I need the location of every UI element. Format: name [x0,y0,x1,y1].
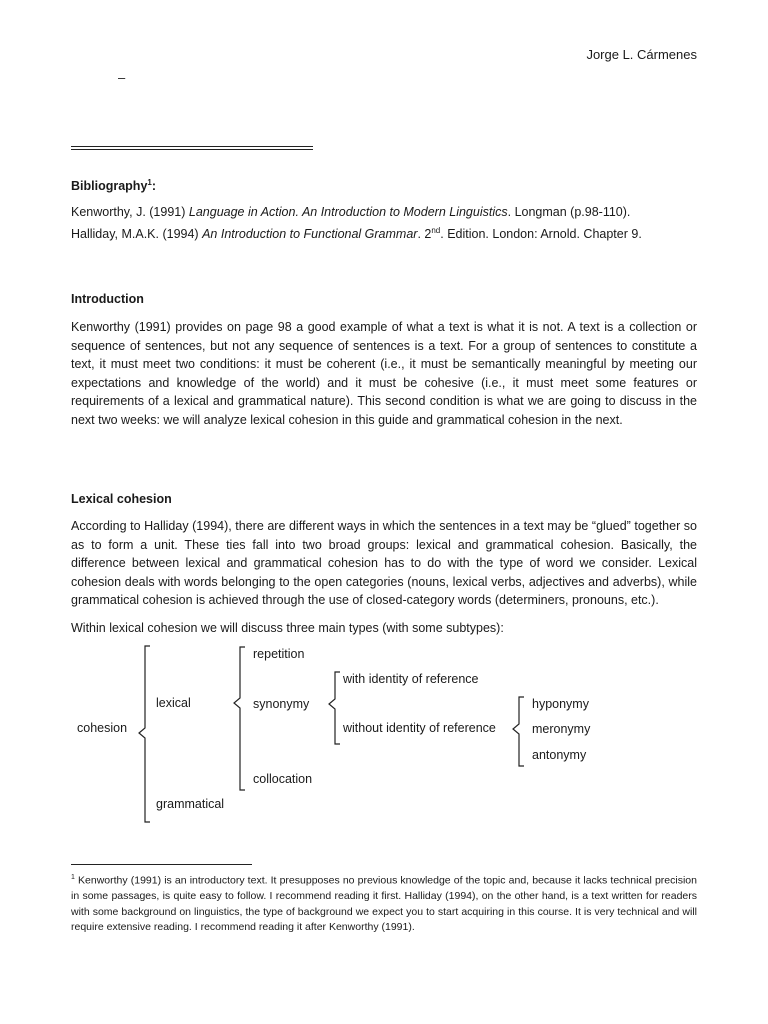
introduction-paragraph: Kenworthy (1991) provides on page 98 a good example of what a text is what it is not. A text is a collection or sequence of sentences, but not any sequence of sentences is a text. For a group of sentences to constitute a text, it must meet two conditions: it must be coherent (i.e., it must be semantically meaningful by meeting our expectations and knowledge of the world) and it must be cohesive (i.e., it must meet some features or requirements of a lexical and grammatical nature). This second condition is what we are going to discuss in the next two weeks: we will analyze lexical cohesion in this guide and grammatical cohesion in the next. [71,320,697,427]
diagram-node-without-identity: without identity of reference [343,721,496,735]
introduction-heading: Introduction [71,292,144,306]
entry-authors: Halliday, M.A.K. (1994) [71,226,203,241]
footnote-marker: 1 [71,874,75,881]
entry-publisher: . Edition. London: Arnold. Chapter 9. [440,226,642,241]
lexical-cohesion-intro-line: Within lexical cohesion we will discuss three main types (with some subtypes): [71,621,504,635]
entry-edition-suffix: nd [431,225,441,235]
author-name: Jorge L. Cármenes [586,47,697,62]
diagram-node-synonymy: synonymy [253,697,310,711]
lexical-cohesion-paragraph: According to Halliday (1994), there are different ways in which the sentences in a text may be “glued” together so as to form a unit. These ties fall into two broad groups: lexical and grammatical cohesion. Basically, the difference between lexical and grammatical cohesion has to do with the type of word we consider. Lexical cohesion deals with words belonging to the open categories (nouns, lexical verbs, adjectives and adverbs), while grammatical cohesion is achieved through the use of closed-category words (determiners, pronouns, etc.). [71,519,697,608]
footnote [71,870,697,936]
bibliography-heading-colon: : [151,179,157,194]
diagram-node-meronymy: meronymy [532,722,591,736]
entry-publisher: . Longman (p.98-110). [507,205,631,219]
entry-title: Language in Action. An Introduction to Modern Linguistics [188,205,508,219]
diagram-node-with-identity: with identity of reference [343,672,479,686]
diagram-node-antonymy: antonymy [532,748,587,762]
diagram-node-collocation: collocation [253,772,313,786]
diagram-node-cohesion: cohesion [77,721,128,735]
lexical-cohesion-heading: Lexical cohesion [71,492,172,506]
footnote-separator [71,864,252,865]
diagram-node-repetition: repetition [253,647,305,661]
entry-title: An Introduction to Functional Grammar [202,226,418,241]
entry-edition: . 2 [417,226,432,241]
diagram-node-hyponymy: hyponymy [532,697,589,711]
bracket-lexical [234,647,245,790]
diagram-node-grammatical: grammatical [156,797,225,811]
bracket-synonymy [329,672,340,744]
footnote-ref[interactable]: 1 [147,178,152,187]
footnote-text: Kenworthy (1991) is an introductory text. It presupposes no previous knowledge of the topic and, because it lacks technical precision in some passages, is quite easy to follow. I recommend reading it first. Halliday (1994), on the other hand, is a text written for readers with some background on linguistics, the type of background we expect you to start acquiring in this course. It is very technical and will require extensive reading. I recommend reading it after Kenworthy (1991). [71,874,697,934]
bracket-cohesion [139,646,150,822]
entry-authors: Kenworthy, J. (1991) [71,205,189,219]
bracket-without-identity [513,697,524,766]
header-dash: – [118,70,126,85]
diagram-node-lexical: lexical [156,696,191,710]
bibliography-heading-text: Bibliography [71,179,148,194]
